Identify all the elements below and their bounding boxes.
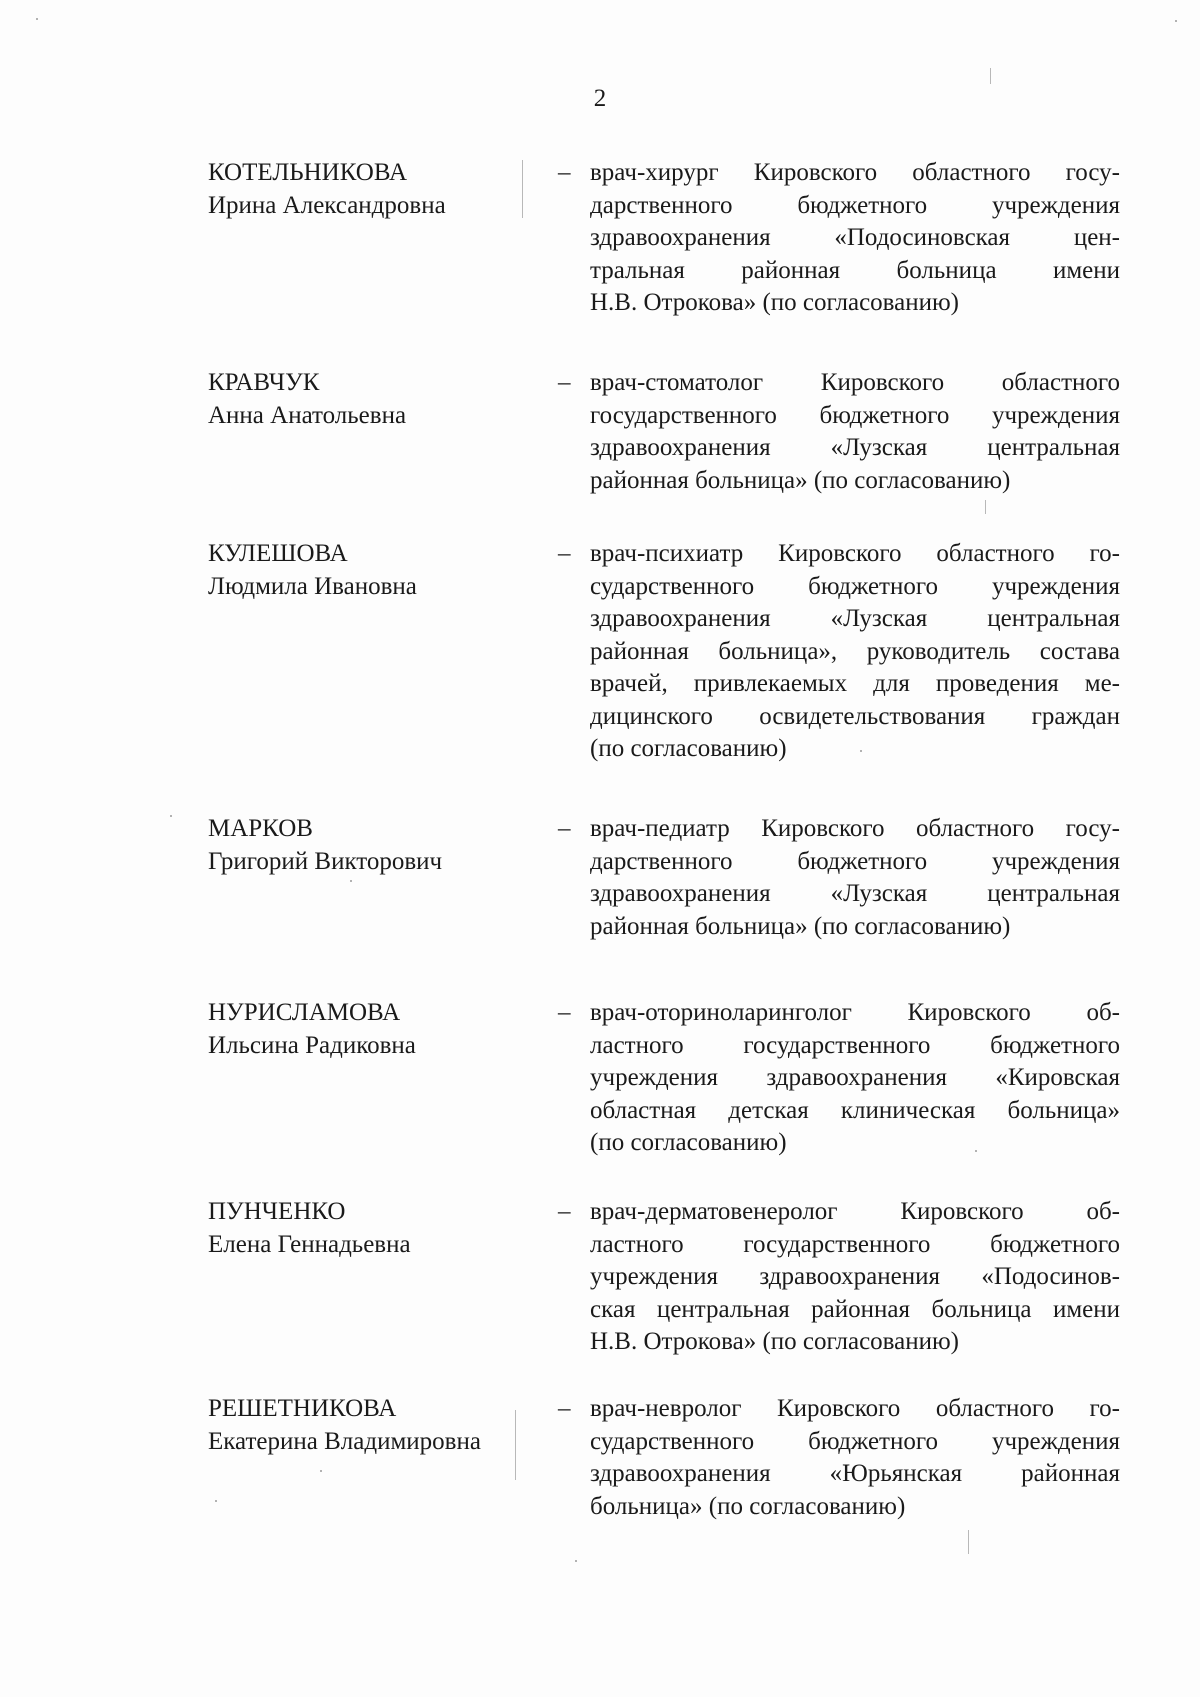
member-position-description: [590, 367, 1120, 497]
member-surname: РЕШЕТНИКОВА: [208, 1395, 397, 1422]
description-line: врач-оториноларинголог Кировского об-: [590, 999, 1120, 1026]
description-line: врач-дерматовенеролог Кировского об-: [590, 1198, 1120, 1225]
member-given-names: Елена Геннадьевна: [208, 1230, 411, 1258]
description-line: здравоохранения «Лузская центральная: [590, 605, 1120, 632]
description-line: (по согласованию): [590, 735, 787, 762]
description-line: врачей, привлекаемых для проведения ме-: [590, 670, 1120, 697]
entry-dash: –: [558, 159, 571, 186]
entry-dash: –: [558, 540, 571, 567]
description-line: учреждения здравоохранения «Подосинов-: [590, 1263, 1120, 1290]
member-given-names: Ильсина Радиковна: [208, 1031, 416, 1059]
scan-artifact: [975, 1150, 977, 1152]
description-line: Н.В. Отрокова» (по согласованию): [590, 289, 959, 316]
entry-dash: –: [558, 1395, 571, 1422]
description-line: врач-психиатр Кировского областного го-: [590, 540, 1120, 567]
description-line: дарственного бюджетного учреждения: [590, 191, 1120, 219]
scan-artifact: [215, 1500, 217, 1502]
description-line: здравоохранения «Лузская центральная: [590, 880, 1120, 907]
member-surname: НУРИСЛАМОВА: [208, 999, 401, 1026]
scan-artifact: [968, 1530, 969, 1554]
entry-dash: –: [558, 815, 571, 842]
member-position-description: [590, 1196, 1120, 1359]
member-name: [208, 997, 538, 1062]
scan-artifact: [575, 1560, 577, 1562]
scan-artifact: [350, 880, 352, 882]
scan-artifact: [990, 68, 991, 84]
scan-artifact: [170, 815, 172, 817]
description-line: сударственного бюджетного учреждения: [590, 1427, 1120, 1455]
entry-dash: –: [558, 1198, 571, 1225]
description-line: районная больница» (по согласованию): [590, 912, 1011, 940]
scan-artifact: [860, 750, 862, 752]
member-position-description: [590, 1393, 1120, 1523]
member-name: [208, 813, 538, 878]
description-line: областная детская клиническая больница»: [590, 1096, 1120, 1124]
member-position-description: [590, 997, 1120, 1160]
member-given-names: Екатерина Владимировна: [208, 1427, 481, 1455]
member-name: [208, 1196, 538, 1261]
description-line: тральная районная больница имени: [590, 256, 1120, 284]
member-surname: МАРКОВ: [208, 815, 313, 842]
member-name: [208, 1393, 538, 1458]
description-line: здравоохранения «Юрьянская районная: [590, 1460, 1120, 1487]
member-position-description: [590, 813, 1120, 943]
page-number: 2: [593, 85, 607, 112]
description-line: врач-невролог Кировского областного го-: [590, 1395, 1120, 1422]
member-name: [208, 367, 538, 432]
member-position-description: [590, 157, 1120, 320]
description-line: дицинского освидетельствования граждан: [590, 702, 1120, 730]
member-given-names: Анна Анатольевна: [208, 401, 407, 429]
member-surname: ПУНЧЕНКО: [208, 1198, 346, 1225]
member-surname: КУЛЕШОВА: [208, 540, 348, 567]
description-line: государственного бюджетного учреждения: [590, 401, 1120, 429]
description-line: сударственного бюджетного учреждения: [590, 572, 1120, 600]
description-line: районная больница», руководитель состава: [590, 637, 1120, 665]
scan-artifact: [36, 18, 38, 20]
description-line: ластного государственного бюджетного: [590, 1230, 1120, 1258]
scan-artifact: [985, 500, 986, 514]
entry-dash: –: [558, 999, 571, 1026]
description-line: учреждения здравоохранения «Кировская: [590, 1064, 1120, 1091]
scan-artifact: [515, 1410, 516, 1480]
entry-dash: –: [558, 369, 571, 396]
description-line: районная больница» (по согласованию): [590, 466, 1011, 494]
description-line: здравоохранения «Подосиновская цен-: [590, 224, 1120, 251]
member-name: [208, 538, 538, 603]
member-given-names: Ирина Александровна: [208, 191, 446, 219]
member-surname: КРАВЧУК: [208, 369, 320, 396]
scan-artifact: [522, 160, 523, 218]
description-line: здравоохранения «Лузская центральная: [590, 434, 1120, 461]
member-given-names: Григорий Викторович: [208, 847, 443, 875]
description-line: врач-педиатр Кировского областного госу-: [590, 815, 1120, 842]
member-name: [208, 157, 538, 222]
description-line: врач-стоматолог Кировского областного: [590, 369, 1120, 396]
scan-artifact: [1175, 20, 1177, 22]
description-line: Н.В. Отрокова» (по согласованию): [590, 1328, 959, 1355]
description-line: ластного государственного бюджетного: [590, 1031, 1120, 1059]
description-line: (по согласованию): [590, 1129, 787, 1156]
scan-artifact: [320, 1470, 322, 1472]
description-line: врач-хирург Кировского областного госу-: [590, 159, 1120, 186]
description-line: ская центральная районная больница имени: [590, 1295, 1120, 1323]
member-position-description: [590, 538, 1120, 766]
description-line: больница» (по согласованию): [590, 1492, 906, 1520]
description-line: дарственного бюджетного учреждения: [590, 847, 1120, 875]
member-surname: КОТЕЛЬНИКОВА: [208, 159, 407, 186]
member-given-names: Людмила Ивановна: [208, 572, 417, 600]
